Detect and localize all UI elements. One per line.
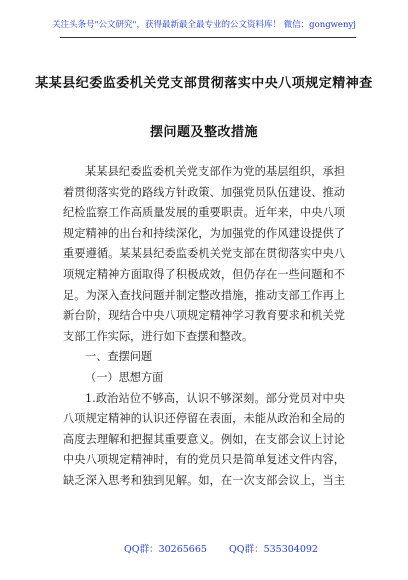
document-title-line-2: 摆问题及整改措施 xyxy=(149,125,258,140)
header-promo-note: 关注头条号"公文研究"，获得最新最全最专业的公文资料库！ 微信：gongwenyj xyxy=(52,20,356,30)
body-line: 纪检监察工作高质量发展的重要职责。近年来，中央八项 xyxy=(63,206,345,220)
body-line: 重要遵循。某某县纪委监委机关党支部在贯彻落实中央八 xyxy=(63,247,345,261)
document-body xyxy=(63,162,345,492)
subsection-heading: （一）思想方面 xyxy=(85,370,164,384)
body-line: 1.政治站位不够高，认识不够深刻。部分党员对中央 xyxy=(85,391,345,405)
section-heading: 一、查摆问题 xyxy=(85,350,153,364)
header-divider xyxy=(60,37,356,38)
body-line: 着贯彻落实党的路线方针政策、加强党员队伍建设、推动 xyxy=(63,185,345,199)
body-line: 缺乏深入思考和独到见解。如，在一次支部会议上，当主 xyxy=(63,473,345,487)
footer-qq-group-1: QQ群：30265665 xyxy=(124,544,207,555)
document-title-line-1: 某某县纪委监委机关党支部贯彻落实中央八项规定精神查 xyxy=(35,76,373,91)
body-line: 支部工作实际，进行如下查摆和整改。 xyxy=(63,329,254,343)
body-line: 规定精神的出台和持续深化，为加强党的作风建设提供了 xyxy=(63,226,345,240)
footer-qq-group-2: QQ群：535304092 xyxy=(229,544,318,555)
body-line: 高度去理解和把握其重要意义。例如，在支部会议上讨论 xyxy=(63,432,345,446)
body-line: 中央八项规定精神时，有的党员只是简单复述文件内容， xyxy=(63,453,345,467)
body-line: 项规定精神方面取得了积极成效，但仍存在一些问题和不 xyxy=(63,267,345,281)
body-line: 八项规定精神的认识还停留在表面，未能从政治和全局的 xyxy=(63,412,345,426)
body-line: 足。为深入查找问题并制定整改措施，推动支部工作再上 xyxy=(63,288,345,302)
body-line: 某某县纪委监委机关党支部作为党的基层组织，承担 xyxy=(85,165,345,178)
body-line: 新台阶，现结合中央八项规定精神学习教育要求和机关党 xyxy=(63,309,345,323)
